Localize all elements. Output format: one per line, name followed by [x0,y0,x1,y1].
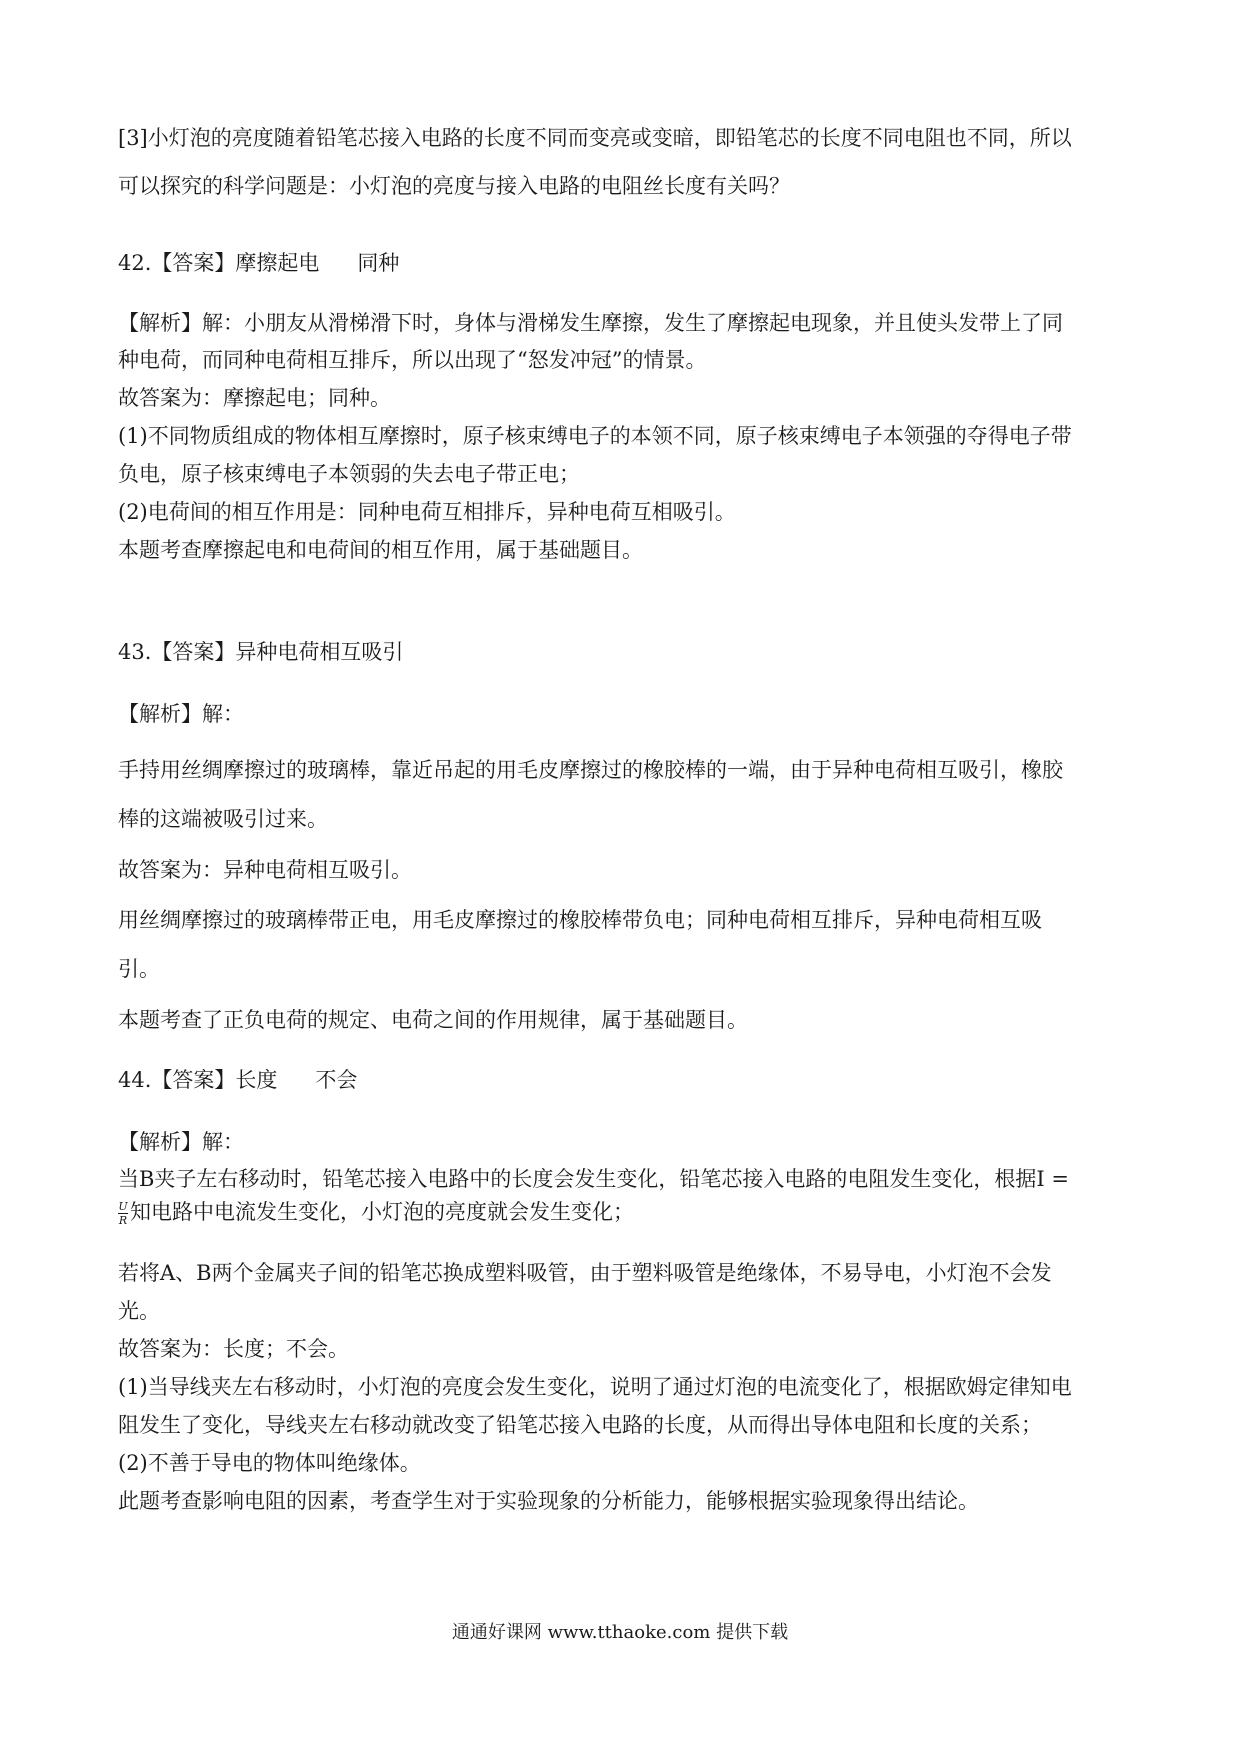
q42-conclusion: 故答案为：摩擦起电；同种。 [118,386,391,410]
q42-answer-line [118,251,399,276]
fraction-denominator: R [118,1214,128,1227]
q41-line-1: [3]小灯泡的亮度随着铅笔芯接入电路的长度不同而变亮或变暗，即铅笔芯的长度不同电阻也不同，所以 [118,126,1072,150]
q44-header: 44.【答案】 [118,1068,236,1092]
q43-note-1a: 用丝绸摩擦过的玻璃棒带正电，用毛皮摩擦过的橡胶棒带负电；同种电荷相互排斥，异种电荷相互吸 [118,908,1042,932]
q43-body-1: 手持用丝绸摩擦过的玻璃棒，靠近吊起的用毛皮摩擦过的橡胶棒的一端，由于异种电荷相互吸引，橡胶 [118,758,1063,782]
q44-note-1a: (1)当导线夹左右移动时，小灯泡的亮度会发生变化，说明了通过灯泡的电流变化了，根据欧姆定律知电 [118,1375,1072,1399]
q43-summary: 本题考查了正负电荷的规定、电荷之间的作用规律，属于基础题目。 [118,1008,748,1032]
q42-analysis-1: 【解析】解：小朋友从滑梯滑下时，身体与滑梯发生摩擦，发生了摩擦起电现象，并且使头发带上了同 [118,311,1063,335]
q42-summary: 本题考查摩擦起电和电荷间的相互作用，属于基础题目。 [118,538,643,562]
q44-body-3: 若将A、B两个金属夹子间的铅笔芯换成塑料吸管，由于塑料吸管是绝缘体，不易导电，小灯泡不会发 [118,1261,1052,1285]
q43-body-2: 棒的这端被吸引过来。 [118,807,328,831]
q44-answer-1: 长度 [235,1068,278,1092]
q42-answer-2: 同种 [357,251,400,275]
q41-line-2: 可以探究的科学问题是：小灯泡的亮度与接入电路的电阻丝长度有关吗？ [118,174,790,198]
page-footer: 通通好课网 www.tthaoke.com 提供下载 [451,1622,789,1643]
q44-body-1: 当B夹子左右移动时，铅笔芯接入电路中的长度会发生变化，铅笔芯接入电路的电阻发生变化，根据I = [118,1167,1069,1191]
q44-analysis-head: 【解析】解： [118,1130,244,1154]
q44-note-1b: 阻发生了变化，导线夹左右移动就改变了铅笔芯接入电路的长度，从而得出导体电阻和长度的关系； [118,1413,1042,1437]
q42-analysis-2: 种电荷，而同种电荷相互排斥，所以出现了“怒发冲冠”的情景。 [118,348,707,372]
q43-answer-1: 异种电荷相互吸引 [235,640,404,664]
q43-note-1b: 引。 [118,957,160,981]
q44-body-2: 知电路中电流发生变化，小灯泡的亮度就会发生变化； [130,1200,634,1224]
q43-header: 43.【答案】 [118,640,236,664]
q43-answer-line [118,640,403,665]
q42-note-2: (2)电荷间的相互作用是：同种电荷互相排斥，异种电荷互相吸引。 [118,500,736,524]
q42-answer-1: 摩擦起电 [235,251,320,275]
q44-note-2: (2)不善于导电的物体叫绝缘体。 [118,1451,421,1475]
q44-summary: 此题考查影响电阻的因素，考查学生对于实验现象的分析能力，能够根据实验现象得出结论。 [118,1489,979,1513]
q42-header: 42.【答案】 [118,251,236,275]
q44-conclusion: 故答案为：长度；不会。 [118,1337,349,1361]
q44-body-4: 光。 [118,1299,160,1323]
q43-conclusion: 故答案为：异种电荷相互吸引。 [118,858,412,882]
ohm-fraction [118,1201,128,1226]
q44-answer-2: 不会 [315,1068,358,1092]
q44-body-2-line [118,1200,634,1226]
fraction-numerator: U [118,1200,128,1213]
q42-note-1a: (1)不同物质组成的物体相互摩擦时，原子核束缚电子的本领不同，原子核束缚电子本领强的夺得电子带 [118,424,1072,448]
q43-analysis-head: 【解析】解： [118,702,244,726]
q44-answer-line [118,1068,357,1093]
q42-note-1b: 负电，原子核束缚电子本领弱的失去电子带正电； [118,462,580,486]
